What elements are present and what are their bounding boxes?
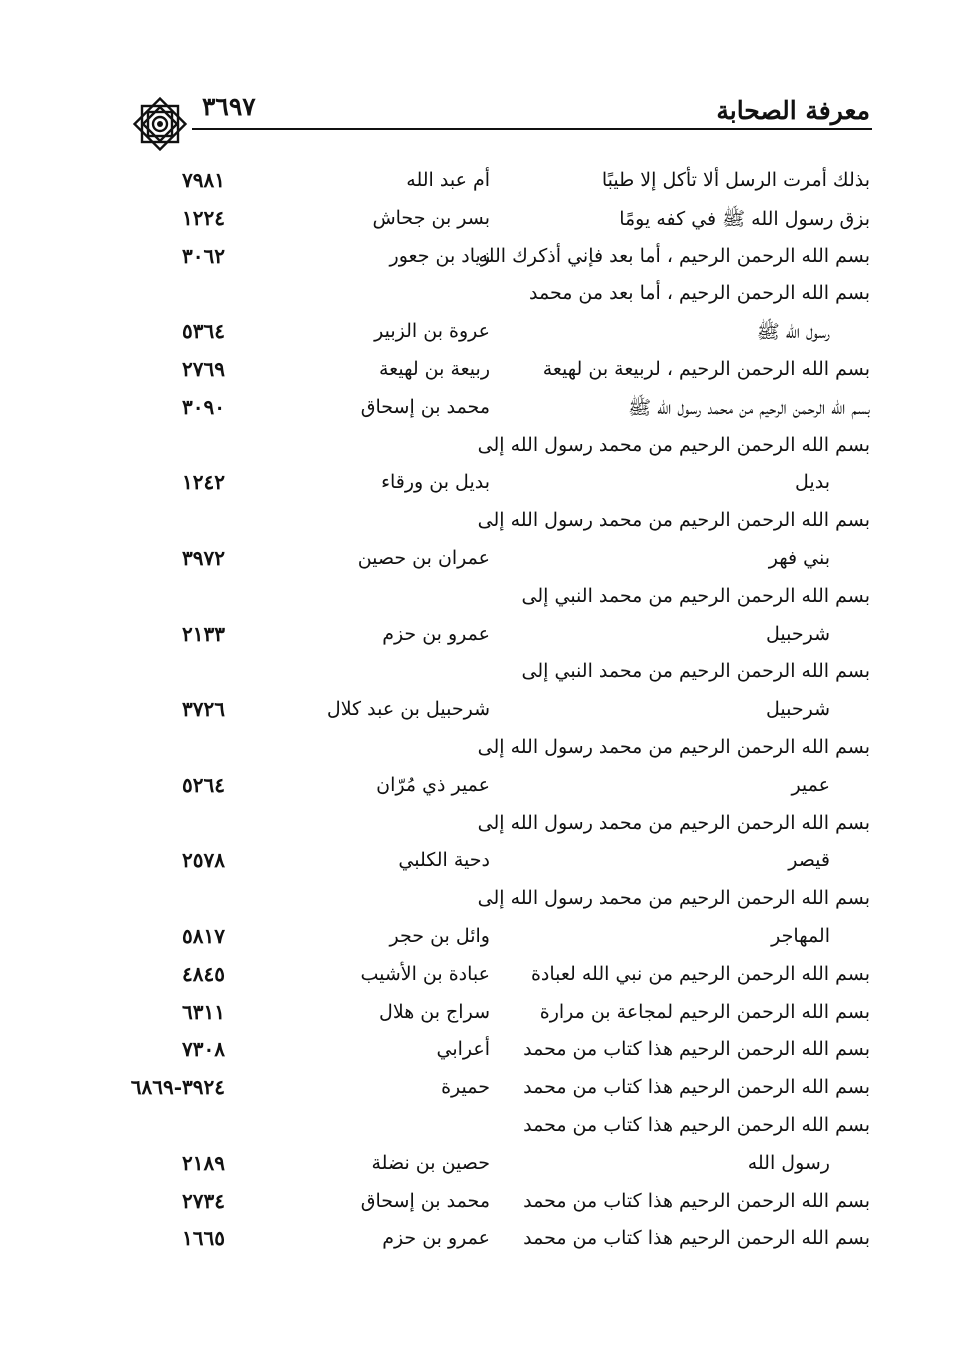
hadith-number: ٥٢٦٤ bbox=[182, 772, 225, 797]
hadith-incipit: بسم الله الرحمن الرحيم هذا كتاب من محمد bbox=[523, 1114, 870, 1136]
header-rule bbox=[192, 128, 872, 130]
index-row bbox=[0, 1072, 960, 1109]
narrator-name: شرحبيل بن عبد كلال bbox=[326, 698, 490, 721]
index-row bbox=[0, 165, 960, 202]
hadith-incipit: بسم الله الرحمن الرحيم من محمد رسول الله إلى bbox=[477, 433, 870, 456]
narrator-name: وائل بن حجر bbox=[389, 925, 490, 947]
hadith-incipit: رسول الله ﷺ bbox=[756, 321, 830, 344]
index-row bbox=[0, 241, 960, 278]
hadith-incipit: بسم الله الرحمن الرحيم من محمد النبي إلى bbox=[521, 584, 870, 607]
hadith-incipit: بسم الله الرحمن الرحيم هذا كتاب من محمد bbox=[523, 1038, 870, 1061]
hadith-number: ٥٣٦٤ bbox=[182, 319, 225, 344]
hadith-incipit: بسم الله الرحمن الرحيم ، أما بعد من محمد bbox=[528, 282, 870, 305]
narrator-name: محمد بن إسحاق bbox=[360, 1189, 490, 1212]
hadith-incipit: بسم الله الرحمن الرحيم من محمد رسول الله إلى bbox=[477, 811, 870, 834]
hadith-number: ١٢٢٤ bbox=[182, 205, 225, 230]
index-row bbox=[0, 1110, 960, 1147]
index-row bbox=[0, 883, 960, 920]
hadith-number: ١٢٤٢ bbox=[182, 470, 225, 495]
hadith-incipit: شرحبيل bbox=[765, 698, 830, 721]
index-row bbox=[0, 619, 960, 656]
hadith-number: ٧٣٠٨ bbox=[182, 1037, 225, 1062]
hadith-incipit: بسم الله الرحمن الرحيم من محمد النبي إلى bbox=[521, 660, 870, 683]
index-row bbox=[0, 316, 960, 353]
narrator-name: عبادة بن الأشيب bbox=[360, 962, 490, 985]
hadith-incipit: بديل bbox=[795, 471, 830, 494]
narrator-name: عمرو بن حزم bbox=[382, 1227, 490, 1250]
index-row bbox=[0, 581, 960, 618]
index-row bbox=[0, 694, 960, 731]
hadith-incipit: بسم الله الرحمن الرحيم ، لربيعة بن لهيعة bbox=[542, 358, 870, 380]
hadith-number: ٢١٣٣ bbox=[182, 621, 225, 646]
hadith-incipit: عمير bbox=[791, 773, 830, 796]
hadith-incipit: قيصر bbox=[788, 849, 830, 872]
hadith-number: ٧٩٨١ bbox=[182, 168, 225, 192]
index-row bbox=[0, 808, 960, 845]
hadith-number: ٣٩٢٤-٦٨٦٩ bbox=[130, 1075, 225, 1100]
index-row bbox=[0, 845, 960, 882]
index-row bbox=[0, 732, 960, 769]
index-row bbox=[0, 430, 960, 467]
narrator-name: عمران بن حصين bbox=[357, 547, 490, 569]
hadith-incipit: بزق رسول الله ﷺ في كفه يومًا bbox=[619, 207, 870, 230]
hadith-number: ٢١٨٩ bbox=[182, 1150, 225, 1175]
hadith-incipit: بذلك أمرت الرسل ألا تأكل إلا طيبًا bbox=[601, 169, 870, 191]
hadith-number: ٦٣١١ bbox=[182, 999, 225, 1024]
hadith-incipit: بسم الله الرحمن الرحيم من محمد رسول الله إلى bbox=[477, 887, 870, 910]
hadith-number: ٢٧٣٤ bbox=[182, 1188, 225, 1213]
hadith-number: ٤٨٤٥ bbox=[182, 961, 225, 986]
hadith-incipit: بسم الله الرحمن الرحيم من نبي الله لعبادة bbox=[530, 962, 870, 985]
hadith-incipit: بسم الله الرحمن الرحيم من محمد رسول الله إلى bbox=[477, 509, 870, 532]
narrator-name: أم عبد الله bbox=[406, 169, 490, 191]
narrator-name: ربيعة بن لهيعة bbox=[378, 358, 490, 380]
narrator-name: سراج بن هلال bbox=[379, 1000, 490, 1023]
narrator-name: عمير ذي مُرّان bbox=[376, 773, 490, 796]
hadith-incipit: بسم الله الرحمن الرحيم هذا كتاب من محمد bbox=[523, 1076, 870, 1099]
narrator-name: بديل بن ورقاء bbox=[381, 471, 490, 494]
narrator-name: أعرابي bbox=[436, 1038, 490, 1061]
index-row bbox=[0, 203, 960, 240]
narrator-name: حصين بن نضلة bbox=[371, 1151, 490, 1174]
index-row bbox=[0, 392, 960, 429]
narrator-name: عمرو بن حزم bbox=[382, 622, 490, 645]
narrator-name: عروة بن الزبير bbox=[374, 320, 490, 343]
hadith-incipit: بسم الله الرحمن الرحيم ، أما بعد فإني أذكرك الله bbox=[478, 244, 870, 267]
hadith-incipit: بسم الله الرحمن الرحيم من محمد رسول الله إلى bbox=[477, 736, 870, 758]
index-row bbox=[0, 959, 960, 996]
hadith-number: ٢٥٧٨ bbox=[182, 848, 225, 873]
index-row bbox=[0, 1148, 960, 1185]
hadith-number: ٣٠٩٠ bbox=[182, 394, 225, 419]
star-ornament-icon bbox=[128, 92, 192, 156]
hadith-incipit: شرحبيل bbox=[765, 622, 830, 645]
index-row bbox=[0, 467, 960, 504]
index-row bbox=[0, 921, 960, 958]
hadith-number: ٢٧٦٩ bbox=[182, 357, 225, 381]
index-row bbox=[0, 997, 960, 1034]
hadith-incipit: بسم الله الرحمن الرحيم لمجاعة بن مرارة bbox=[539, 1000, 870, 1023]
page-number: ٣٦٩٧ bbox=[202, 92, 256, 121]
hadith-number: ٥٨١٧ bbox=[182, 924, 225, 948]
hadith-number: ١٦٦٥ bbox=[182, 1226, 225, 1251]
index-row bbox=[0, 505, 960, 542]
narrator-name: حميرة bbox=[441, 1076, 490, 1099]
hadith-incipit: بني فهر bbox=[768, 547, 830, 569]
hadith-number: ٣٧٢٦ bbox=[182, 697, 225, 722]
hadith-number: ٣٩٧٢ bbox=[182, 546, 225, 570]
index-row bbox=[0, 1034, 960, 1071]
narrator-name: محمد بن إسحاق bbox=[360, 395, 490, 418]
index-row bbox=[0, 543, 960, 580]
narrator-name: بسر بن جحاش bbox=[372, 206, 490, 229]
hadith-incipit: المهاجر bbox=[771, 925, 830, 947]
hadith-incipit: بسم الله الرحمن الرحيم هذا كتاب من محمد bbox=[523, 1227, 870, 1250]
narrator-name: زياد بن جعور bbox=[389, 244, 490, 267]
index-row bbox=[0, 354, 960, 391]
narrator-name: دحية الكلبي bbox=[398, 849, 490, 872]
index-row bbox=[0, 770, 960, 807]
index-row bbox=[0, 1223, 960, 1260]
hadith-incipit: بسم الله الرحمن الرحيم من محمد رسول الله ﷺ bbox=[628, 396, 870, 419]
hadith-incipit: بسم الله الرحمن الرحيم هذا كتاب من محمد bbox=[523, 1189, 870, 1212]
index-row bbox=[0, 278, 960, 315]
index-row bbox=[0, 656, 960, 693]
hadith-number: ٣٠٦٢ bbox=[182, 243, 225, 268]
index-row bbox=[0, 1186, 960, 1223]
hadith-incipit: رسول الله bbox=[747, 1151, 830, 1174]
running-header-title: معرفة الصحابة bbox=[716, 96, 870, 125]
